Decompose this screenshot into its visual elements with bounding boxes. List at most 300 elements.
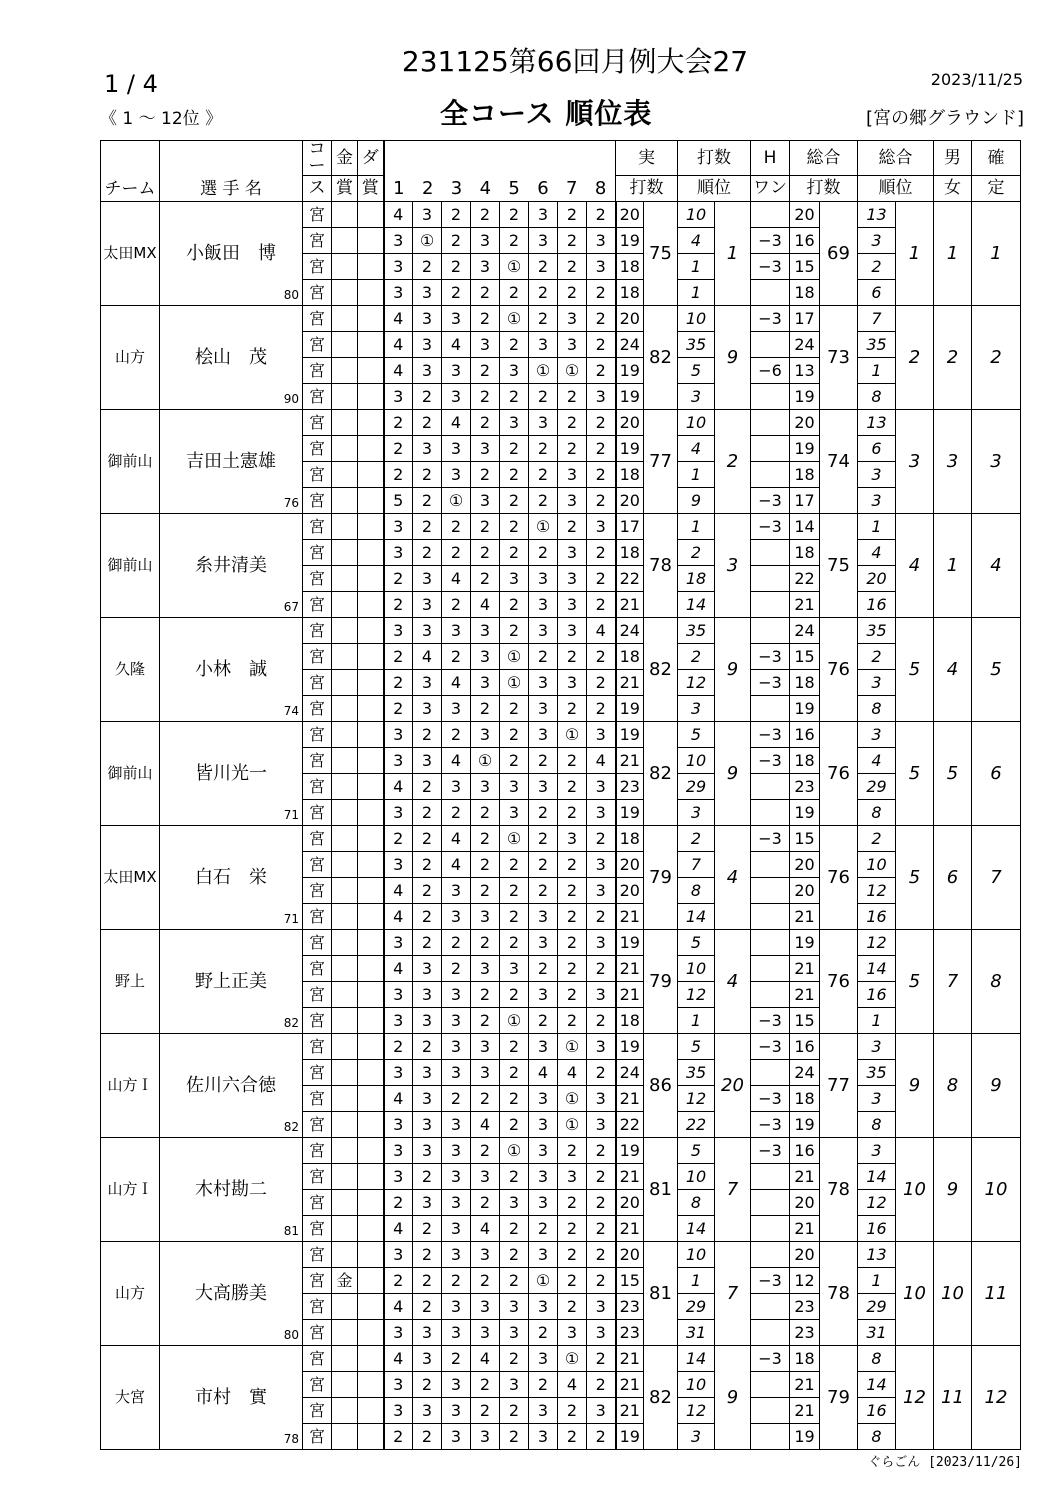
round-total: 21 [790,1164,820,1190]
hole-in-one [751,1372,790,1398]
round-total-rank: 4 [858,540,896,566]
round-score: 18 [616,254,644,280]
hole-score: 3 [587,228,616,254]
round-total: 18 [790,1346,820,1372]
hole-score: 3 [587,852,616,878]
hole-score: 3 [413,982,442,1008]
da-cell [358,436,384,462]
hole-score: 3 [384,1112,413,1138]
gold-cell: 金 [332,1268,358,1294]
hole-score: 3 [413,1398,442,1424]
hole-score: 2 [442,1346,471,1372]
course-cell: 宮 [303,722,332,748]
hole-score: 2 [413,254,442,280]
hole-score: 2 [558,436,587,462]
score-rank: 7 [715,1138,751,1242]
course-cell: 宮 [303,1190,332,1216]
hole-score: 3 [442,1424,471,1450]
course-cell: 宮 [303,592,332,618]
gold-cell [332,930,358,956]
hole-score: 3 [384,540,413,566]
gold-cell [332,358,358,384]
hole-score: 2 [384,1034,413,1060]
round-total: 20 [790,202,820,228]
table-row [101,826,1021,852]
hole-score: 2 [471,1398,500,1424]
hole-score: 2 [558,1294,587,1320]
player-name [160,1138,303,1242]
h-header-bottom: ワン [751,176,790,202]
da-cell [358,1242,384,1268]
round-rank: 2 [678,826,715,852]
round-score: 21 [616,670,644,696]
hole-score: 2 [471,566,500,592]
gold-cell [332,566,358,592]
table-row [101,1242,1021,1268]
hole-score: 3 [529,202,558,228]
hole-score: 4 [384,202,413,228]
hole-score: 3 [558,670,587,696]
team-cell: 野上 [101,930,160,1034]
hole-score: 4 [384,878,413,904]
hole-score: 2 [471,1190,500,1216]
hole-score: 2 [558,254,587,280]
course-cell: 宮 [303,930,332,956]
round-score: 18 [616,540,644,566]
hole-score: 3 [413,358,442,384]
hole-score: 2 [587,592,616,618]
round-total-rank: 35 [858,618,896,644]
hole-score: 3 [384,930,413,956]
hole-score: 2 [500,1112,529,1138]
hole-score: 4 [442,748,471,774]
round-score: 21 [616,592,644,618]
gold-cell [332,592,358,618]
hole-score: ① [529,514,558,540]
hole-in-one: −3 [751,1138,790,1164]
table-row [101,618,1021,644]
hole-score: ① [500,644,529,670]
hole-score: 3 [442,1398,471,1424]
round-total: 19 [790,800,820,826]
hole-score: 2 [558,696,587,722]
round-rank: 14 [678,1346,715,1372]
round-total-rank: 2 [858,826,896,852]
gender-rank: 9 [934,1138,972,1242]
hole-score: 3 [587,800,616,826]
score-rank: 9 [715,306,751,410]
da-cell [358,1034,384,1060]
results-table [100,140,1021,1450]
hole-score: ① [558,358,587,384]
hole-score: 4 [384,1294,413,1320]
hole-score: 3 [413,956,442,982]
round-rank: 2 [678,540,715,566]
round-total-rank: 3 [858,670,896,696]
hole-score: 2 [442,1268,471,1294]
hole-score: 2 [587,1008,616,1034]
hole-score: 3 [442,1060,471,1086]
hole-in-one [751,1398,790,1424]
hole-in-one [751,930,790,956]
actual-total: 79 [644,930,678,1034]
hole-score: 3 [384,800,413,826]
round-rank: 10 [678,202,715,228]
final-rank: 6 [972,722,1021,826]
hole-score: 3 [500,1320,529,1346]
hole-score: 3 [442,1138,471,1164]
hole-score: 3 [529,1086,558,1112]
round-score: 19 [616,1034,644,1060]
overall-rank: 9 [896,1034,934,1138]
round-total-rank: 1 [858,358,896,384]
course-cell: 宮 [303,436,332,462]
hole-score: 2 [384,592,413,618]
da-cell [358,1398,384,1424]
hole-score: 2 [558,410,587,436]
da-cell [358,592,384,618]
hole-score: 2 [558,982,587,1008]
round-total: 13 [790,358,820,384]
round-total: 20 [790,1242,820,1268]
hole-score: 2 [500,384,529,410]
hole-score: 2 [413,410,442,436]
da-header-bottom: 賞 [358,176,384,202]
player-name-text: 皆川光一 [195,762,267,784]
round-total: 20 [790,1190,820,1216]
hole-score: 3 [442,878,471,904]
actual-header-bottom: 打数 [616,176,678,202]
player-age: 82 [283,1016,299,1030]
hole-score: 2 [413,1216,442,1242]
round-total: 21 [790,1216,820,1242]
round-rank: 4 [678,228,715,254]
hole-number-header: 2 [421,178,434,199]
round-total: 19 [790,1424,820,1450]
hole-score: 3 [442,618,471,644]
hole-score: 3 [529,774,558,800]
da-cell [358,930,384,956]
hole-score: 2 [558,644,587,670]
actual-total: 77 [644,410,678,514]
course-cell: 宮 [303,696,332,722]
score-rank: 7 [715,1242,751,1346]
round-total: 18 [790,1086,820,1112]
footer-credit: ぐらごん [2023/11/26] [868,1455,1022,1470]
hole-score: ① [500,1008,529,1034]
round-score: 18 [616,644,644,670]
team-cell: 山方 [101,306,160,410]
round-total: 18 [790,670,820,696]
hole-score: 3 [587,1398,616,1424]
hole-score: 2 [587,566,616,592]
hole-score: 2 [587,1346,616,1372]
round-rank: 35 [678,1060,715,1086]
hole-score: 2 [413,722,442,748]
da-cell [358,1112,384,1138]
hole-score: 3 [471,436,500,462]
hole-score: 2 [558,384,587,410]
hole-score: 3 [558,1164,587,1190]
hole-score: 3 [471,956,500,982]
player-name-text: 小飯田 博 [186,242,276,264]
round-score: 24 [616,618,644,644]
round-rank: 35 [678,618,715,644]
round-rank: 14 [678,904,715,930]
round-score: 21 [616,1216,644,1242]
overall-rank: 1 [896,202,934,306]
round-total: 15 [790,826,820,852]
hole-score: 2 [500,722,529,748]
hole-score: 4 [471,592,500,618]
course-cell: 宮 [303,1398,332,1424]
gender-header-bottom: 女 [934,176,972,202]
hole-score: 2 [587,358,616,384]
round-score: 18 [616,462,644,488]
da-cell [358,228,384,254]
da-cell [358,280,384,306]
hole-score: 2 [587,410,616,436]
round-rank: 29 [678,774,715,800]
hole-score: 2 [384,1268,413,1294]
hole-score: 3 [384,280,413,306]
round-total-rank: 8 [858,1112,896,1138]
round-total: 23 [790,1294,820,1320]
final-rank: 11 [972,1242,1021,1346]
hole-score: 3 [384,722,413,748]
hole-in-one: −3 [751,748,790,774]
round-total: 16 [790,1034,820,1060]
hole-score: ① [500,670,529,696]
hole-score: 3 [471,670,500,696]
hole-score: 2 [587,670,616,696]
round-rank: 10 [678,1164,715,1190]
combined-score: 78 [820,1242,858,1346]
round-total-rank: 31 [858,1320,896,1346]
round-total: 19 [790,696,820,722]
hole-score: 4 [442,410,471,436]
hole-score: 3 [471,644,500,670]
hole-score: 2 [587,462,616,488]
gold-cell [332,852,358,878]
round-score: 24 [616,332,644,358]
final-rank: 1 [972,202,1021,306]
course-cell: 宮 [303,1034,332,1060]
hole-score: 3 [587,254,616,280]
final-rank: 9 [972,1034,1021,1138]
hole-score: 3 [558,1320,587,1346]
hole-score: 2 [500,1424,529,1450]
hole-score: 3 [442,1112,471,1138]
course-cell: 宮 [303,540,332,566]
hole-score: 3 [529,1398,558,1424]
final-rank: 4 [972,514,1021,618]
hole-score: 2 [529,1216,558,1242]
gold-cell [332,1424,358,1450]
hole-score: 4 [384,1346,413,1372]
gold-cell [332,254,358,280]
round-total-rank: 20 [858,566,896,592]
team-cell: 大宮 [101,1346,160,1450]
course-cell: 宮 [303,1164,332,1190]
round-rank: 1 [678,462,715,488]
gold-cell [332,748,358,774]
hole-score: 4 [384,956,413,982]
round-total: 17 [790,306,820,332]
da-cell [358,540,384,566]
gold-cell [332,1060,358,1086]
hole-score: 3 [471,1320,500,1346]
course-cell: 宮 [303,1060,332,1086]
hole-score: 2 [471,1086,500,1112]
final-rank: 3 [972,410,1021,514]
round-total-rank: 3 [858,228,896,254]
hole-in-one [751,904,790,930]
hole-score: 4 [442,852,471,878]
actual-total: 81 [644,1242,678,1346]
round-score: 19 [616,722,644,748]
course-cell: 宮 [303,1320,332,1346]
round-rank: 10 [678,306,715,332]
round-rank: 10 [678,410,715,436]
hole-score: 2 [500,540,529,566]
hole-score: 3 [471,618,500,644]
actual-total: 81 [644,1138,678,1242]
hole-score: ① [558,1112,587,1138]
round-rank: 5 [678,930,715,956]
da-cell [358,306,384,332]
gold-cell [332,800,358,826]
overall-rank: 5 [896,722,934,826]
hole-score: 2 [471,826,500,852]
score-rank: 4 [715,930,751,1034]
hole-score: 2 [587,1242,616,1268]
hole-score: 4 [384,332,413,358]
hole-score: ① [558,722,587,748]
round-rank: 14 [678,592,715,618]
hole-score: 2 [529,280,558,306]
round-total-rank: 4 [858,748,896,774]
score-rank: 9 [715,722,751,826]
round-rank: 12 [678,1398,715,1424]
gold-cell [332,436,358,462]
round-rank: 8 [678,878,715,904]
round-rank: 10 [678,1372,715,1398]
table-row [101,1034,1021,1060]
round-total: 17 [790,488,820,514]
hole-score: 2 [587,332,616,358]
combined-score: 78 [820,1138,858,1242]
hole-score: 3 [413,1112,442,1138]
hole-score: 2 [587,540,616,566]
gold-cell [332,956,358,982]
round-total: 21 [790,1372,820,1398]
hole-score: 3 [587,1086,616,1112]
player-name-text: 吉田土憲雄 [186,450,276,472]
hole-score: 3 [384,852,413,878]
round-total: 19 [790,436,820,462]
hole-score: 3 [471,1060,500,1086]
venue: [宮の郷グラウンド] [865,108,1024,129]
round-rank: 1 [678,514,715,540]
round-total-rank: 12 [858,930,896,956]
round-score: 21 [616,1164,644,1190]
round-total-rank: 3 [858,1086,896,1112]
page-title: 231125第66回月例大会27 [401,45,749,78]
hole-in-one [751,852,790,878]
hole-score: 2 [529,748,558,774]
hole-score: 2 [500,904,529,930]
course-cell: 宮 [303,1268,332,1294]
gender-rank: 7 [934,930,972,1034]
round-rank: 3 [678,800,715,826]
round-score: 20 [616,1242,644,1268]
da-cell [358,254,384,280]
hole-score: 3 [413,1138,442,1164]
hole-score: 2 [587,306,616,332]
hole-score: 2 [587,202,616,228]
hole-score: 3 [529,1242,558,1268]
hole-score: 3 [442,774,471,800]
round-total: 23 [790,1320,820,1346]
da-cell [358,800,384,826]
hole-score: 3 [500,358,529,384]
hole-score: 3 [413,1060,442,1086]
hole-score: 3 [384,1008,413,1034]
hole-score: 2 [471,878,500,904]
round-score: 23 [616,1320,644,1346]
gold-cell [332,1320,358,1346]
hole-score: 2 [529,462,558,488]
gender-rank: 10 [934,1242,972,1346]
hole-score: 3 [442,306,471,332]
player-age: 78 [283,1432,299,1446]
da-cell [358,774,384,800]
course-cell: 宮 [303,384,332,410]
combined-score: 76 [820,930,858,1034]
combined-score: 76 [820,826,858,930]
round-total-rank: 29 [858,774,896,800]
hole-score: 2 [500,878,529,904]
hole-score: 2 [442,514,471,540]
hole-score: 3 [529,332,558,358]
da-cell [358,1294,384,1320]
team-header [101,141,160,202]
round-total-rank: 2 [858,644,896,670]
hole-in-one [751,280,790,306]
course-cell: 宮 [303,774,332,800]
actual-total: 78 [644,514,678,618]
table-row [101,1346,1021,1372]
course-cell: 宮 [303,956,332,982]
hole-score: 2 [471,982,500,1008]
hole-score: 3 [587,1112,616,1138]
round-rank: 2 [678,644,715,670]
hole-in-one [751,332,790,358]
hole-score: 3 [384,618,413,644]
round-score: 21 [616,982,644,1008]
round-total-rank: 16 [858,982,896,1008]
round-total: 20 [790,410,820,436]
player-name-text: 白石 栄 [195,866,267,888]
round-rank: 5 [678,1138,715,1164]
hole-score: 3 [529,1112,558,1138]
course-cell: 宮 [303,1086,332,1112]
round-score: 19 [616,228,644,254]
team-cell: 太田MX [101,826,160,930]
hole-score: 2 [587,1138,616,1164]
round-score: 22 [616,566,644,592]
